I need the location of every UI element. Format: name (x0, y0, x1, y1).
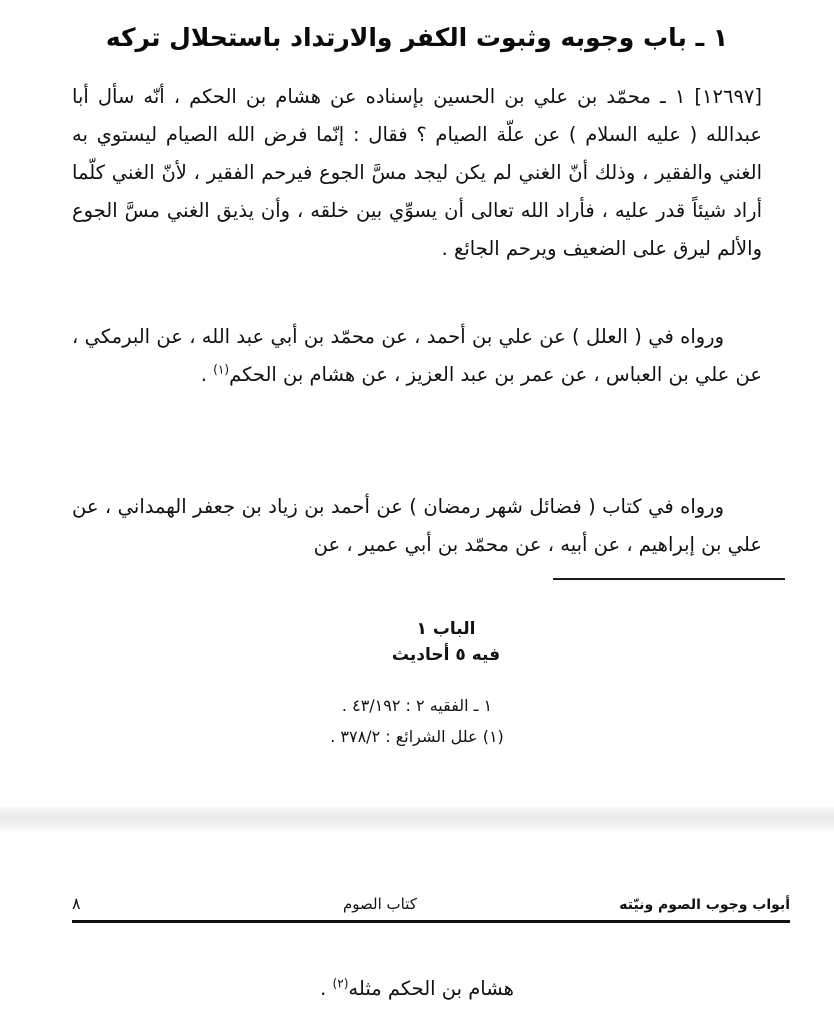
page-number: ٨ (72, 894, 81, 913)
footnote-entry: ١ ـ الفقيه ٢ : ٤٣/١٩٢ . (341, 696, 493, 715)
page-separator-band (0, 806, 834, 832)
footnotes-block (72, 690, 762, 752)
chapter-hadith-count: فيه ٥ أحاديث (391, 645, 501, 666)
running-head-book-title: كتاب الصوم (342, 895, 417, 913)
continued-narration-line (72, 970, 762, 1007)
chapter-label: الباب ١ (416, 619, 476, 639)
hadith-paragraph-12697: [١٢٦٩٧] ١ ـ محمّد بن علي بن الحسين بإسناده عن هشام بن الحكم ، أنّه سأل أبا عبدالله ( عليه السلام ) عن علّة الصيام ؟ فقال : إنّما فرض الله الصيام ليستوي به الغني والفقير ، وذلك أنّ الغني لم يكن ليجد مسَّ الجوع فيرحم الفقير ، لأنّ الغني كلّما أراد شيئاً قدر عليه ، فأراد الله تعالى أن يسوِّي بين خلقه ، وأن يذيق الغني مسَّ الجوع والألم ليرق على الضعيف ويرحم الجائع . (72, 85, 763, 261)
running-head-rule (72, 920, 790, 923)
narration-paragraph-fadail: ورواه في كتاب ( فضائل شهر رمضان ) عن أحمد بن زياد بن جعفر الهمداني ، عن علي بن إبراهيم ، عن أبيه ، عن محمّد بن أبي عمير ، عن (72, 495, 762, 557)
scanned-page-lower (0, 832, 834, 1024)
running-head-section-title: أبواب وجوب الصوم ونيّته (619, 897, 790, 913)
continued-narration-trailing: . (320, 977, 333, 1000)
footnote-separator-rule (553, 578, 785, 580)
footnote-entry: (١) علل الشرائع : ٣٧٨/٢ . (330, 727, 504, 747)
narration-paragraph-ilal (72, 318, 762, 394)
running-head (72, 894, 790, 913)
narration-ilal-trailing: . (200, 363, 214, 387)
footnote-marker-1: (١) (213, 362, 230, 377)
continued-narration-text: هشام بن الحكم مثله (348, 977, 514, 1000)
chapter-heading: ١ ـ باب وجوبه وثبوت الكفر والارتداد باستحلال تركه (105, 23, 729, 52)
chapter-info-block (0, 616, 834, 669)
narration-ilal-text: ورواه في ( العلل ) عن علي بن أحمد ، عن محمّد بن أبي عبد الله ، عن البرمكي ، عن علي بن العباس ، عن عمر بن عبد العزيز ، عن هشام بن الحكم (72, 325, 762, 387)
footnote-marker-2: (٢) (332, 976, 349, 991)
